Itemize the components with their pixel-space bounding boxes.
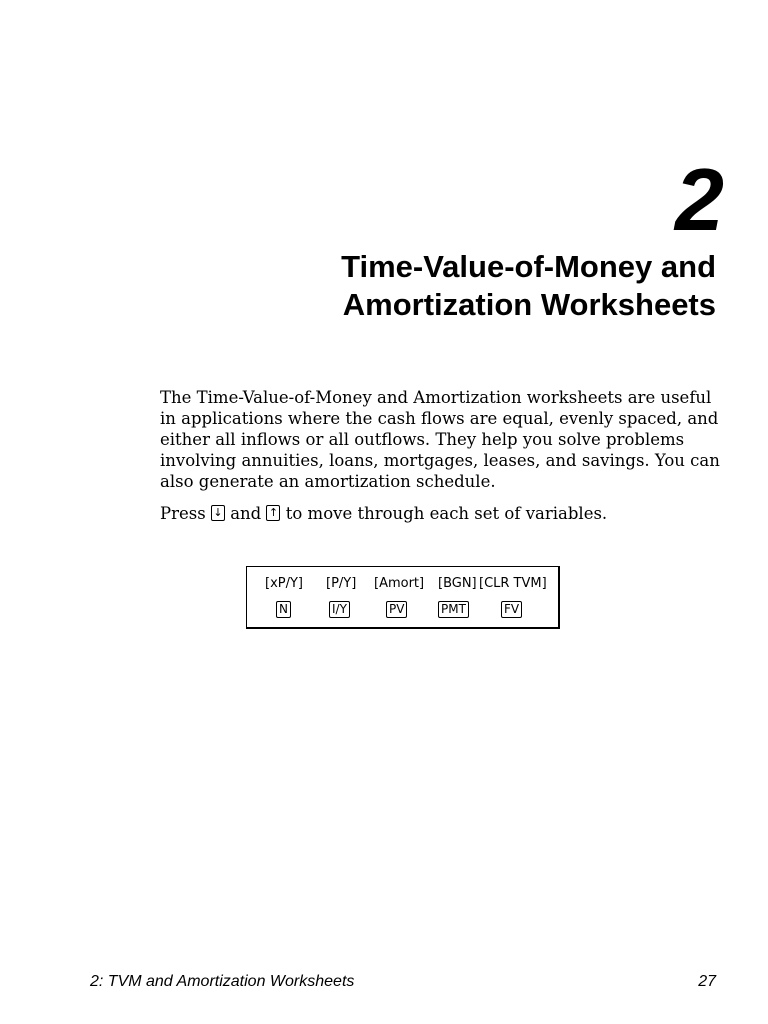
page-number: 27 [698,973,716,990]
chapter-title-line-2: Amortization Worksheets [342,287,716,322]
second-key-xpy: [xP/Y] [265,576,303,591]
primary-key-row [247,601,558,621]
chapter-title-line-1: Time-Value-of-Money and [341,249,716,284]
second-function-row [247,574,558,594]
key-iy: I/Y [329,601,350,618]
key-n: N [276,601,291,618]
key-pv: PV [386,601,407,618]
up-arrow-key-icon: ↑ [266,505,280,521]
intro-paragraph: The Time-Value-of-Money and Amortization worksheets are useful in applications where the cash flows are equal, evenly spaced, and either all inflows or all outflows. They help you solve problems involving annuities, loans, mortgages, leases, and savings. You can also generate an amortization schedule. [160,388,720,491]
navigation-instruction [160,503,720,524]
key-pmt: PMT [438,601,469,618]
down-arrow-key-icon: ↓ [211,505,225,521]
navigation-suffix: to move through each set of variables. [285,504,608,523]
chapter-title [341,248,716,324]
press-label: Press [160,504,206,523]
chapter-number: 2 [675,150,724,249]
footer-section-title: 2: TVM and Amortization Worksheets [90,973,355,990]
second-key-py: [P/Y] [326,576,357,591]
second-key-bgn: [BGN] [438,576,477,591]
and-label: and [230,504,262,523]
tvm-keys-diagram [246,566,560,629]
key-fv: FV [501,601,522,618]
second-key-clr-tvm: [CLR TVM] [479,576,547,591]
second-key-amort: [Amort] [374,576,425,591]
